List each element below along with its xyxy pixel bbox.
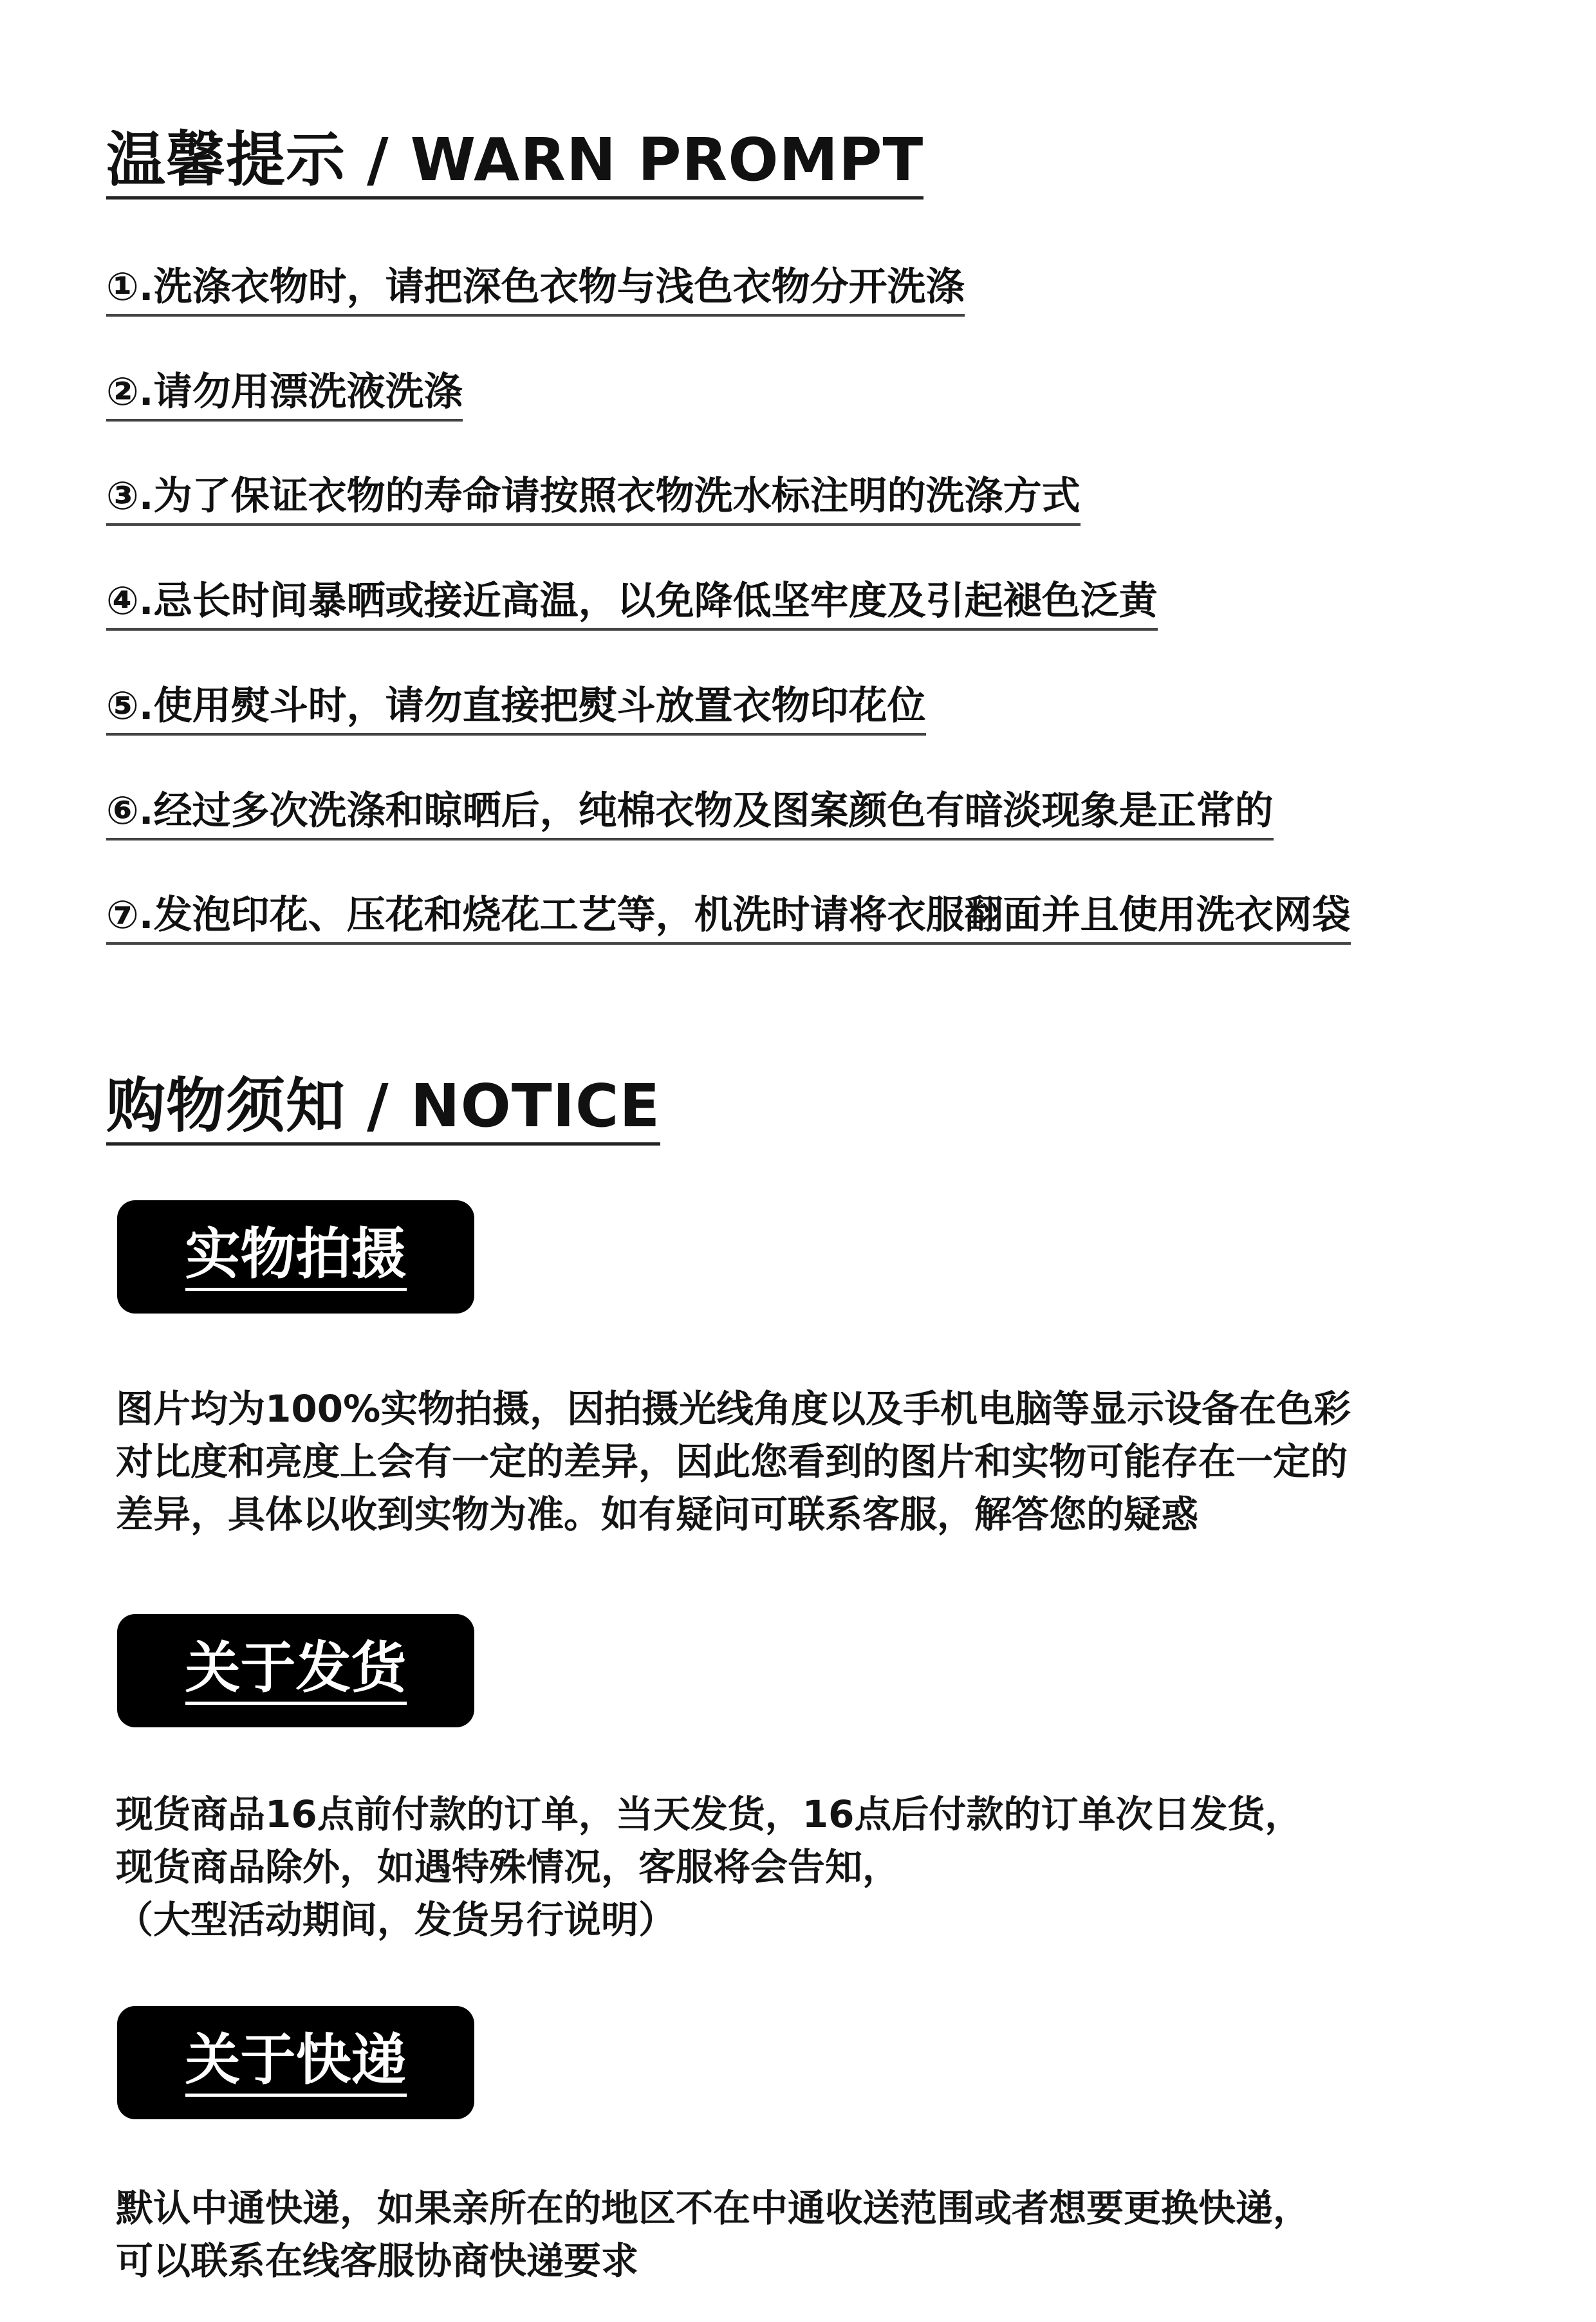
tip-item: ⑦.发泡印花、压花和烧花工艺等，机洗时请将衣服翻面并且使用洗衣网袋 xyxy=(106,892,1351,945)
tip-item: ④.忌长时间暴晒或接近高温，以免降低坚牢度及引起褪色泛黄 xyxy=(106,578,1158,631)
tip-item: ⑥.经过多次洗涤和晾晒后，纯棉衣物及图案颜色有暗淡现象是正常的 xyxy=(106,788,1274,841)
photo-badge xyxy=(117,1200,474,1314)
paragraph-line: 现货商品16点前付款的订单，当天发货，16点后付款的订单次日发货， xyxy=(116,1792,1303,1836)
shipping-badge xyxy=(117,1614,474,1727)
courier-badge-label: 关于快递 xyxy=(185,2029,407,2097)
paragraph-line: 默认中通快递，如果亲所在的地区不在中通收送范围或者想要更换快递， xyxy=(116,2186,1311,2230)
shipping-paragraph xyxy=(116,1788,1499,1946)
notice-title: 购物须知 / NOTICE xyxy=(106,1073,660,1146)
tip-item: ②.请勿用漂洗液洗涤 xyxy=(106,369,463,422)
photo-badge-label: 实物拍摄 xyxy=(185,1223,407,1291)
paragraph-line: （大型活动期间，发货另行说明） xyxy=(116,1898,676,1942)
paragraph-line: 可以联系在线客服协商快递要求 xyxy=(116,2239,639,2283)
courier-paragraph xyxy=(116,2182,1499,2287)
photo-paragraph xyxy=(116,1382,1499,1541)
paragraph-line: 对比度和亮度上会有一定的差异，因此您看到的图片和实物可能存在一定的 xyxy=(116,1440,1348,1483)
tip-item: ①.洗涤衣物时，请把深色衣物与浅色衣物分开洗涤 xyxy=(106,264,965,317)
paragraph-line: 差异，具体以收到实物为准。如有疑问可联系客服，解答您的疑惑 xyxy=(116,1492,1199,1536)
tip-item: ③.为了保证衣物的寿命请按照衣物洗水标注明的洗涤方式 xyxy=(106,473,1081,526)
paragraph-line: 图片均为100%实物拍摄，因拍摄光线角度以及手机电脑等显示设备在色彩 xyxy=(116,1387,1351,1431)
tip-item: ⑤.使用熨斗时，请勿直接把熨斗放置衣物印花位 xyxy=(106,683,926,736)
courier-badge xyxy=(117,2006,474,2119)
warn-prompt-title: 温馨提示 / WARN PROMPT xyxy=(106,127,923,200)
paragraph-line: 现货商品除外，如遇特殊情况，客服将会告知， xyxy=(116,1845,900,1889)
shipping-badge-label: 关于发货 xyxy=(185,1637,407,1705)
